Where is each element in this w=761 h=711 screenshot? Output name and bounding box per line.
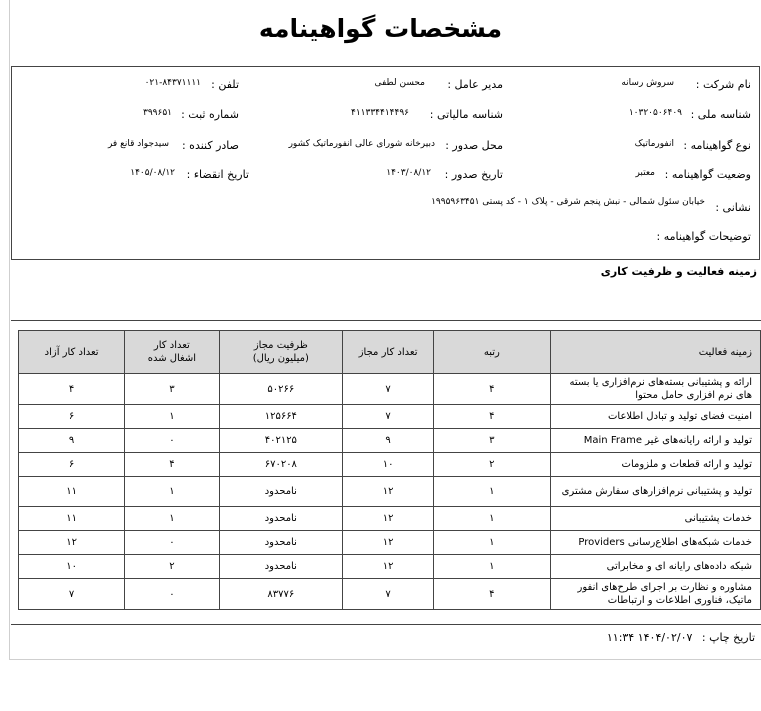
certificate-info-box bbox=[11, 66, 760, 260]
cell-free: ۶ bbox=[19, 405, 125, 429]
cell-capacity: ۶۷۰۲۰۸ bbox=[219, 453, 343, 477]
print-date-value: ۱۴۰۴/۰۲/۰۷ ۱۱:۳۴ bbox=[606, 631, 693, 644]
table-row bbox=[19, 374, 761, 405]
page-title: مشخصات گواهینامه bbox=[258, 14, 503, 43]
national-id-label: شناسه ملی : bbox=[690, 108, 751, 121]
header-rank: رتبه bbox=[434, 331, 551, 374]
table-row bbox=[19, 531, 761, 555]
table-row bbox=[19, 507, 761, 531]
cell-activity: تولید و ارائه رایانه‌های غیر Main Frame bbox=[550, 429, 760, 453]
ceo-value: محسن لطفی bbox=[374, 78, 425, 88]
cert-status-label: وضعیت گواهینامه : bbox=[664, 168, 751, 181]
cell-capacity: ۴۰۲۱۲۵ bbox=[219, 429, 343, 453]
cell-occupied: ۳ bbox=[125, 374, 219, 405]
cell-rank: ۲ bbox=[434, 453, 551, 477]
cell-occupied: ۰ bbox=[125, 531, 219, 555]
cell-allowed: ۷ bbox=[343, 579, 434, 610]
cell-capacity: نامحدود bbox=[219, 555, 343, 579]
cell-allowed: ۹ bbox=[343, 429, 434, 453]
notes-label: توضیحات گواهینامه : bbox=[656, 230, 751, 243]
ceo-label: مدیر عامل : bbox=[447, 78, 503, 91]
table-row bbox=[19, 405, 761, 429]
cell-activity: خدمات پشتیبانی bbox=[550, 507, 760, 531]
table-frame-bottom bbox=[11, 624, 761, 625]
cell-rank: ۱ bbox=[434, 507, 551, 531]
cert-type-label: نوع گواهینامه : bbox=[683, 139, 751, 152]
cell-free: ۴ bbox=[19, 374, 125, 405]
cell-rank: ۳ bbox=[434, 429, 551, 453]
issue-date-value: ۱۴۰۳/۰۸/۱۲ bbox=[386, 168, 431, 178]
cell-allowed: ۱۲ bbox=[343, 507, 434, 531]
cell-allowed: ۱۰ bbox=[343, 453, 434, 477]
cell-allowed: ۱۲ bbox=[343, 477, 434, 507]
cert-status-value: معتبر bbox=[635, 168, 655, 178]
cell-activity: تولید و ارائه قطعات و ملزومات bbox=[550, 453, 760, 477]
cell-rank: ۴ bbox=[434, 579, 551, 610]
cell-free: ۶ bbox=[19, 453, 125, 477]
cell-occupied: ۱ bbox=[125, 405, 219, 429]
issue-place-label: محل صدور : bbox=[445, 139, 503, 152]
header-free-jobs: تعداد کار آزاد bbox=[19, 331, 125, 374]
cell-free: ۷ bbox=[19, 579, 125, 610]
header-capacity: ظرفیت مجاز (میلیون ریال) bbox=[219, 331, 343, 374]
cell-free: ۱۱ bbox=[19, 477, 125, 507]
cell-capacity: ۵۰۲۶۶ bbox=[219, 374, 343, 405]
issuer-value: سیدجواد قانع فر bbox=[107, 139, 169, 149]
issuer-label: صادر کننده : bbox=[181, 139, 239, 152]
cell-rank: ۴ bbox=[434, 405, 551, 429]
tax-id-value: ۴۱۱۳۳۴۴۱۴۴۹۶ bbox=[350, 108, 409, 118]
company-name-value: سروش رسانه bbox=[621, 78, 674, 88]
table-row bbox=[19, 453, 761, 477]
cell-occupied: ۲ bbox=[125, 555, 219, 579]
cell-occupied: ۰ bbox=[125, 429, 219, 453]
reg-no-value: ۳۹۹۶۵۱ bbox=[142, 108, 172, 118]
cell-allowed: ۱۲ bbox=[343, 531, 434, 555]
print-date bbox=[607, 631, 755, 644]
tax-id-label: شناسه مالیاتی : bbox=[429, 108, 503, 121]
table-row bbox=[19, 477, 761, 507]
cell-allowed: ۷ bbox=[343, 405, 434, 429]
cell-occupied: ۴ bbox=[125, 453, 219, 477]
cell-activity: شبکه داده‌های رایانه ای و مخابراتی bbox=[550, 555, 760, 579]
company-name-label: نام شرکت : bbox=[695, 78, 751, 91]
expire-date-label: تاریخ انقضاء : bbox=[186, 168, 249, 181]
cell-free: ۱۰ bbox=[19, 555, 125, 579]
issue-date-label: تاریخ صدور : bbox=[444, 168, 503, 181]
issue-place-value: دبیرخانه شورای عالی انفورماتیک کشور bbox=[288, 139, 435, 149]
cell-activity: مشاوره و نظارت بر اجرای طرح‌های انفور ماتیک، فناوری اطلاعات و ارتباطات bbox=[550, 579, 760, 610]
cell-rank: ۴ bbox=[434, 374, 551, 405]
cell-occupied: ۱ bbox=[125, 477, 219, 507]
phone-label: تلفن : bbox=[211, 78, 239, 91]
national-id-value: ۱۰۳۲۰۵۰۶۴۰۹ bbox=[628, 108, 682, 118]
address-value: خیابان سئول شمالی - نبش پنجم شرقی - پلاک ۱ - کد پستی ۱۹۹۵۹۶۳۴۵۱ bbox=[431, 197, 705, 207]
address-label: نشانی : bbox=[715, 201, 751, 214]
cell-capacity: ۱۲۵۶۶۴ bbox=[219, 405, 343, 429]
header-occupied-jobs: تعداد کار اشغال شده bbox=[125, 331, 219, 374]
reg-no-label: شماره ثبت : bbox=[181, 108, 239, 121]
table-row bbox=[19, 429, 761, 453]
cell-activity: تولید و پشتیبانی نرم‌افزارهای سفارش مشتری bbox=[550, 477, 760, 507]
phone-value: ۰۲۱-۸۴۳۷۱۱۱۱ bbox=[144, 78, 201, 88]
cell-free: ۱۱ bbox=[19, 507, 125, 531]
table-row bbox=[19, 579, 761, 610]
cell-capacity: ۸۳۷۷۶ bbox=[219, 579, 343, 610]
cell-capacity: نامحدود bbox=[219, 507, 343, 531]
cert-type-value: انفورماتیک bbox=[634, 139, 674, 149]
cell-rank: ۱ bbox=[434, 477, 551, 507]
cell-allowed: ۷ bbox=[343, 374, 434, 405]
cell-activity: خدمات شبکه‌های اطلاع‌رسانی Providers bbox=[550, 531, 760, 555]
cell-capacity: نامحدود bbox=[219, 531, 343, 555]
cell-rank: ۱ bbox=[434, 531, 551, 555]
cell-occupied: ۱ bbox=[125, 507, 219, 531]
header-activity: زمینه فعالیت bbox=[550, 331, 760, 374]
cell-activity: ارائه و پشتیبانی بسته‌های نرم‌افزاری یا بسته های نرم افزاری حامل محتوا bbox=[550, 374, 760, 405]
cell-allowed: ۱۲ bbox=[343, 555, 434, 579]
cell-activity: امنیت فضای تولید و تبادل اطلاعات bbox=[550, 405, 760, 429]
cell-rank: ۱ bbox=[434, 555, 551, 579]
header-allowed-jobs: تعداد کار مجاز bbox=[343, 331, 434, 374]
print-date-label: تاریخ چاپ : bbox=[701, 631, 755, 644]
table-header-row bbox=[19, 331, 761, 374]
cell-free: ۱۲ bbox=[19, 531, 125, 555]
table-frame-top bbox=[11, 320, 761, 321]
cell-occupied: ۰ bbox=[125, 579, 219, 610]
expire-date-value: ۱۴۰۵/۰۸/۱۲ bbox=[130, 168, 175, 178]
cell-free: ۹ bbox=[19, 429, 125, 453]
activity-table bbox=[18, 330, 761, 610]
table-row bbox=[19, 555, 761, 579]
section-title: زمینه فعالیت و ظرفیت کاری bbox=[600, 265, 757, 278]
cell-capacity: نامحدود bbox=[219, 477, 343, 507]
